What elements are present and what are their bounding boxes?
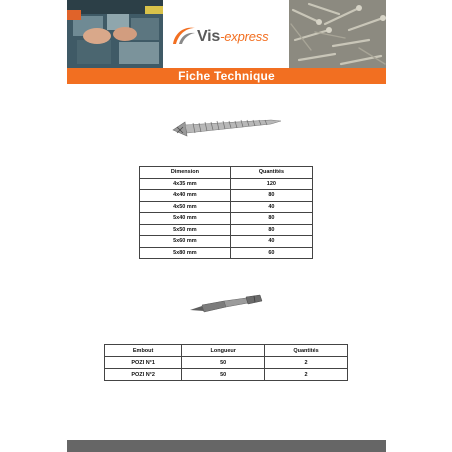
logo-suffix: -express xyxy=(220,29,269,44)
dimension-cell: 4x35 mm xyxy=(140,178,231,190)
table-header-row xyxy=(105,345,348,357)
table-row xyxy=(105,357,348,369)
screws-table xyxy=(139,166,313,259)
footer-bar xyxy=(67,440,386,452)
logo-wordmark xyxy=(197,28,268,46)
table-row xyxy=(140,213,313,225)
logo-swoosh-icon xyxy=(171,24,197,46)
column-header: Embout xyxy=(105,345,182,357)
quantity-cell: 80 xyxy=(230,190,312,202)
table-row xyxy=(105,369,348,381)
quantity-cell: 2 xyxy=(265,357,348,369)
title-bar xyxy=(67,68,386,84)
dimension-cell: 4x50 mm xyxy=(140,201,231,213)
logo xyxy=(163,0,289,68)
dimension-cell: 5x40 mm xyxy=(140,213,231,225)
pozi-driver-bit xyxy=(188,292,264,318)
table-header-row xyxy=(140,167,313,179)
table-row xyxy=(140,247,313,259)
bits-table xyxy=(104,344,348,381)
dimension-cell: 4x40 mm xyxy=(140,190,231,202)
bit-type-cell: POZI N°2 xyxy=(105,369,182,381)
column-header: Quantités xyxy=(265,345,348,357)
quantity-cell: 60 xyxy=(230,247,312,259)
table-row xyxy=(140,190,313,202)
table-row xyxy=(140,201,313,213)
quantity-cell: 40 xyxy=(230,201,312,213)
column-header: Quantités xyxy=(230,167,312,179)
technical-sheet-page xyxy=(67,0,386,452)
column-header: Longueur xyxy=(182,345,265,357)
page-title: Fiche Technique xyxy=(178,69,275,83)
dimension-cell: 5x60 mm xyxy=(140,236,231,248)
quantity-cell: 120 xyxy=(230,178,312,190)
length-cell: 50 xyxy=(182,357,265,369)
table-row xyxy=(140,236,313,248)
header-banner xyxy=(67,0,386,68)
quantity-cell: 2 xyxy=(265,369,348,381)
length-cell: 50 xyxy=(182,369,265,381)
pile-of-screws-photo xyxy=(289,0,386,68)
column-header: Dimension xyxy=(140,167,231,179)
dimension-cell: 5x80 mm xyxy=(140,247,231,259)
logo-name: Vis xyxy=(197,28,221,45)
table-row xyxy=(140,178,313,190)
quantity-cell: 80 xyxy=(230,224,312,236)
quantity-cell: 80 xyxy=(230,213,312,225)
quantity-cell: 40 xyxy=(230,236,312,248)
dimension-cell: 5x50 mm xyxy=(140,224,231,236)
hands-sorting-screws-photo xyxy=(67,0,163,68)
countersunk-wood-screw xyxy=(171,112,283,144)
bit-type-cell: POZI N°1 xyxy=(105,357,182,369)
table-row xyxy=(140,224,313,236)
